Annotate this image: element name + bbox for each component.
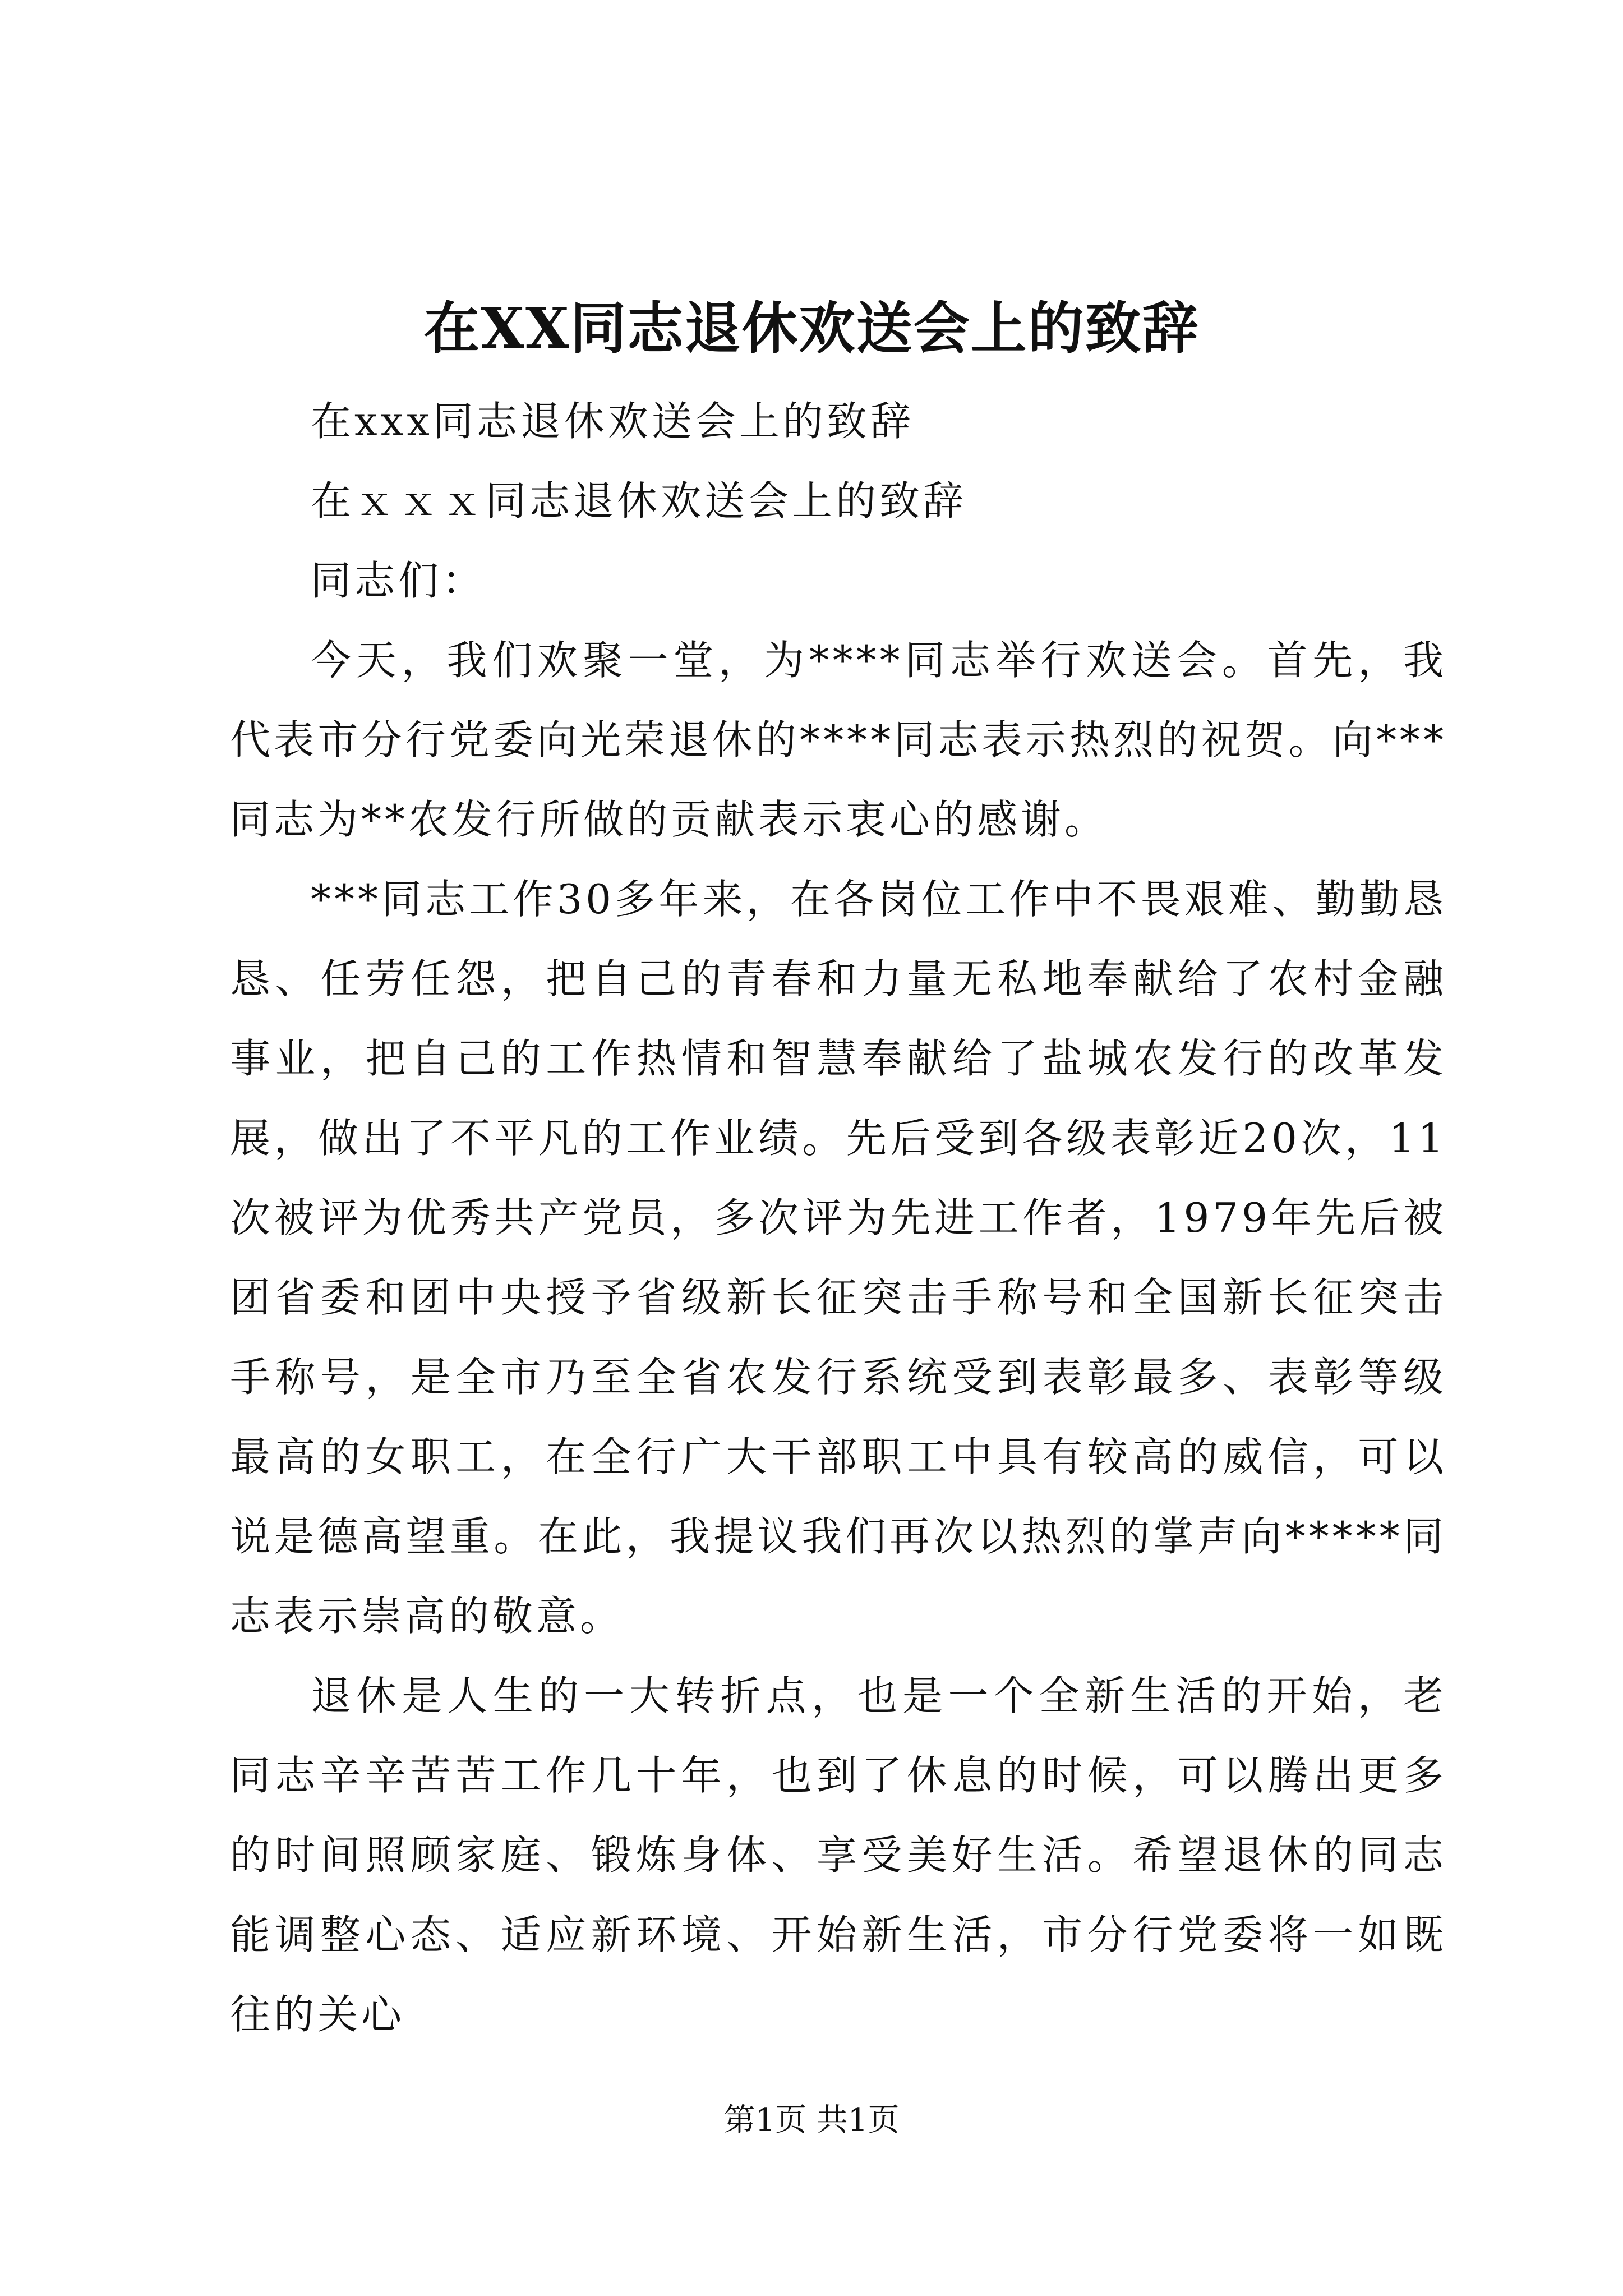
page-number-footer: 第1页 共1页 xyxy=(723,2102,900,2138)
paragraph-achievements: ***同志工作30多年来，在各岗位工作中不畏艰难、勤勤恳恳、任劳任怨，把自己的青春和力量无私地奉献给了农村金融事业，把自己的工作热情和智慧奉献给了盐城农发行的改革发展，做出了不平凡的工作业绩。先后受到各级表彰近20次，11次被评为优秀共产党员，多次评为先进工作者，1979年先后被团省委和团中央授予省级新长征突击手称号和全国新长征突击手称号，是全市乃至全省农发行系统受到表彰最多、表彰等级最高的女职工，在全行广大干部职工中具有较高的威信，可以说是德高望重。在此，我提议我们再次以热烈的掌声向*****同志表示崇高的敬意。 xyxy=(230,876,1447,1640)
document-body xyxy=(230,381,1447,2054)
document-title: 在XX同志退休欢送会上的致辞 xyxy=(423,295,1200,361)
salutation: 同志们： xyxy=(311,557,486,604)
paragraph-retirement: 退休是人生的一大转折点，也是一个全新生活的开始，老同志辛辛苦苦工作几十年，也到了休息的时候，可以腾出更多的时间照顾家庭、锻炼身体、享受美好生活。希望退休的同志能调整心态、适应新环境、开始新生活，市分行党委将一如既往的关心 xyxy=(230,1672,1447,2038)
paragraph-opening: 今天，我们欢聚一堂，为****同志举行欢送会。首先，我代表市分行党委向光荣退休的****同志表示热烈的祝贺。向***同志为**农发行所做的贡献表示衷心的感谢。 xyxy=(230,637,1447,843)
subtitle-line: 在xxx同志退休欢送会上的致辞 xyxy=(311,398,914,445)
subtitle-line-fullwidth: 在ｘｘｘ同志退休欢送会上的致辞 xyxy=(311,477,967,524)
